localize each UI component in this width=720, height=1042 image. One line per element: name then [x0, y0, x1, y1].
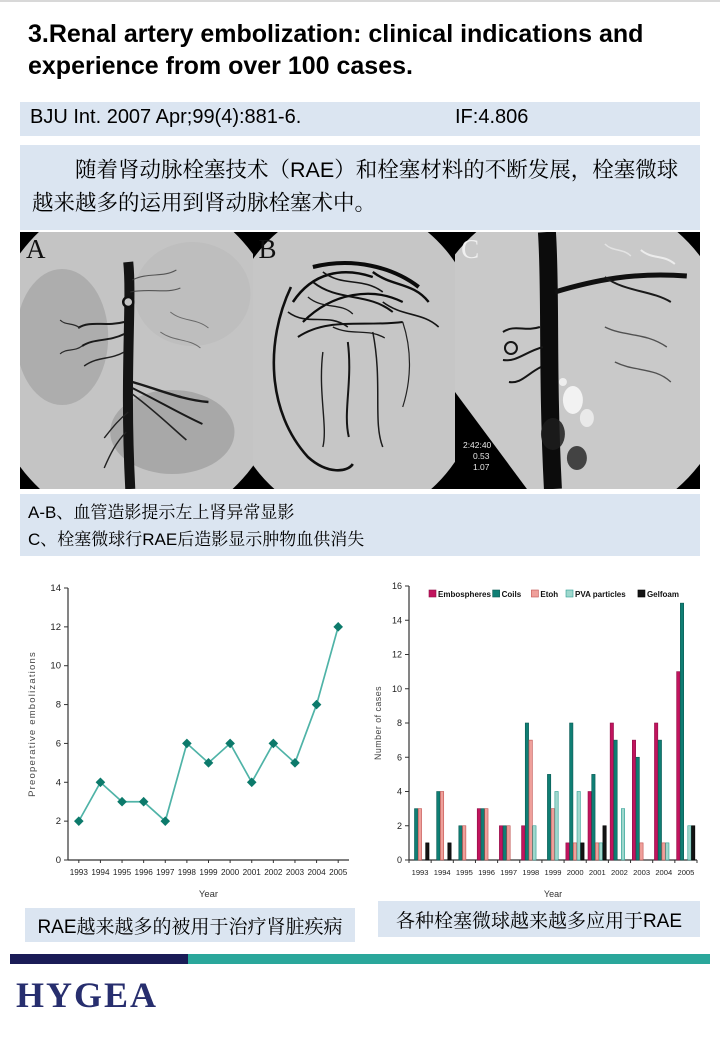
svg-text:1995: 1995	[112, 868, 132, 877]
svg-text:2001: 2001	[242, 868, 261, 877]
svg-text:0: 0	[396, 855, 402, 865]
svg-text:2005: 2005	[329, 868, 348, 877]
figure-caption-box	[20, 494, 700, 556]
hygea-logo: HYGEA	[16, 975, 159, 1015]
page-title: 3.Renal artery embolization: clinical indications and experience from over 100 cases.	[28, 20, 644, 80]
angiogram-image-b	[253, 232, 456, 489]
svg-text:Coils: Coils	[501, 590, 522, 599]
svg-text:10: 10	[50, 660, 61, 672]
panel-c-label: C	[461, 234, 480, 264]
bar-chart-caption	[378, 901, 700, 937]
svg-text:16: 16	[391, 581, 402, 591]
svg-text:1994: 1994	[433, 868, 451, 877]
angiogram-panel-b	[253, 232, 456, 489]
svg-text:14: 14	[50, 583, 61, 594]
svg-text:2: 2	[396, 820, 402, 831]
svg-text:1996: 1996	[134, 868, 153, 877]
line-chart-caption-text: RAE越来越多的被用于治疗肾脏疾病	[37, 916, 343, 938]
svg-text:Number of cases: Number of cases	[373, 686, 383, 760]
panel-b-label: B	[258, 234, 277, 264]
svg-text:2003: 2003	[633, 868, 651, 877]
svg-text:12: 12	[391, 649, 402, 660]
angiogram-panel-c	[455, 232, 700, 489]
panel-c-value-2: 1.07	[473, 461, 490, 473]
panel-a-label: A	[26, 234, 46, 264]
svg-text:2: 2	[55, 816, 61, 828]
svg-text:Etoh: Etoh	[540, 590, 559, 599]
svg-text:1993: 1993	[69, 868, 88, 877]
svg-text:2000: 2000	[221, 868, 240, 877]
svg-text:PVA particles: PVA particles	[575, 590, 626, 599]
footer-accent-bar	[10, 954, 710, 964]
svg-text:2002: 2002	[264, 868, 283, 877]
svg-text:2001: 2001	[588, 868, 606, 877]
panel-c-value-1: 0.53	[473, 450, 490, 462]
svg-text:1998: 1998	[177, 868, 196, 877]
bar-chart-caption-text: 各种栓塞微球越来越多应用于RAE	[395, 910, 683, 932]
svg-text:2000: 2000	[566, 868, 584, 877]
line-chart	[24, 574, 360, 906]
svg-text:6: 6	[55, 738, 61, 750]
bar-chart-svg	[371, 574, 705, 906]
line-chart-svg	[24, 574, 360, 906]
svg-text:Year: Year	[543, 889, 563, 899]
svg-text:4: 4	[396, 786, 402, 797]
angiogram-panel-a	[20, 232, 253, 489]
footer-bar-teal-segment	[188, 954, 710, 964]
svg-text:1999: 1999	[199, 868, 218, 877]
svg-text:Preoperative embolizations: Preoperative embolizations	[27, 651, 38, 797]
svg-text:2005: 2005	[677, 868, 695, 877]
svg-text:1996: 1996	[478, 868, 495, 877]
svg-text:10: 10	[391, 683, 402, 694]
svg-text:6: 6	[396, 752, 402, 763]
svg-text:1997: 1997	[500, 868, 518, 877]
svg-text:14: 14	[391, 615, 402, 626]
svg-text:0: 0	[55, 855, 61, 866]
figure-caption-line-1: A-B、血管造影提示左上肾异常显影	[28, 503, 295, 522]
citation-text: BJU Int. 2007 Apr;99(4):881-6.	[30, 106, 302, 128]
svg-text:Embospheres: Embospheres	[438, 590, 491, 599]
svg-text:8: 8	[55, 699, 61, 711]
svg-text:8: 8	[396, 718, 402, 728]
svg-text:1998: 1998	[522, 868, 540, 877]
svg-text:1997: 1997	[156, 868, 175, 877]
svg-text:2004: 2004	[655, 868, 673, 877]
citation-bar	[20, 102, 700, 136]
svg-text:Gelfoam: Gelfoam	[646, 590, 679, 599]
figure-caption-line-2: C、栓塞微球行RAE后造影显示肿物血供消失	[28, 530, 365, 549]
footer-bar-navy-segment	[10, 954, 188, 964]
svg-text:4: 4	[55, 777, 61, 789]
svg-text:1994: 1994	[91, 868, 110, 877]
svg-text:Year: Year	[198, 889, 219, 900]
svg-text:2003: 2003	[285, 868, 305, 877]
intro-text-box	[20, 145, 700, 230]
impact-factor: IF:4.806	[455, 106, 529, 128]
svg-text:2004: 2004	[307, 868, 326, 877]
svg-text:1995: 1995	[455, 868, 473, 877]
angiogram-image-c	[455, 232, 700, 489]
angiogram-image-a	[20, 232, 253, 489]
svg-text:1999: 1999	[544, 868, 562, 877]
svg-text:1993: 1993	[411, 868, 429, 877]
line-chart-caption	[25, 908, 355, 942]
svg-text:2002: 2002	[611, 868, 628, 877]
bar-chart	[371, 574, 705, 906]
intro-text: 随着肾动脉栓塞技术（RAE）和栓塞材料的不断发展，栓塞微球越来越多的运用到肾动脉栓塞术中。	[32, 158, 679, 215]
angiogram-figure-strip	[20, 232, 700, 489]
panel-c-timestamp: 2:42:40	[463, 439, 492, 451]
svg-text:12: 12	[50, 621, 61, 633]
